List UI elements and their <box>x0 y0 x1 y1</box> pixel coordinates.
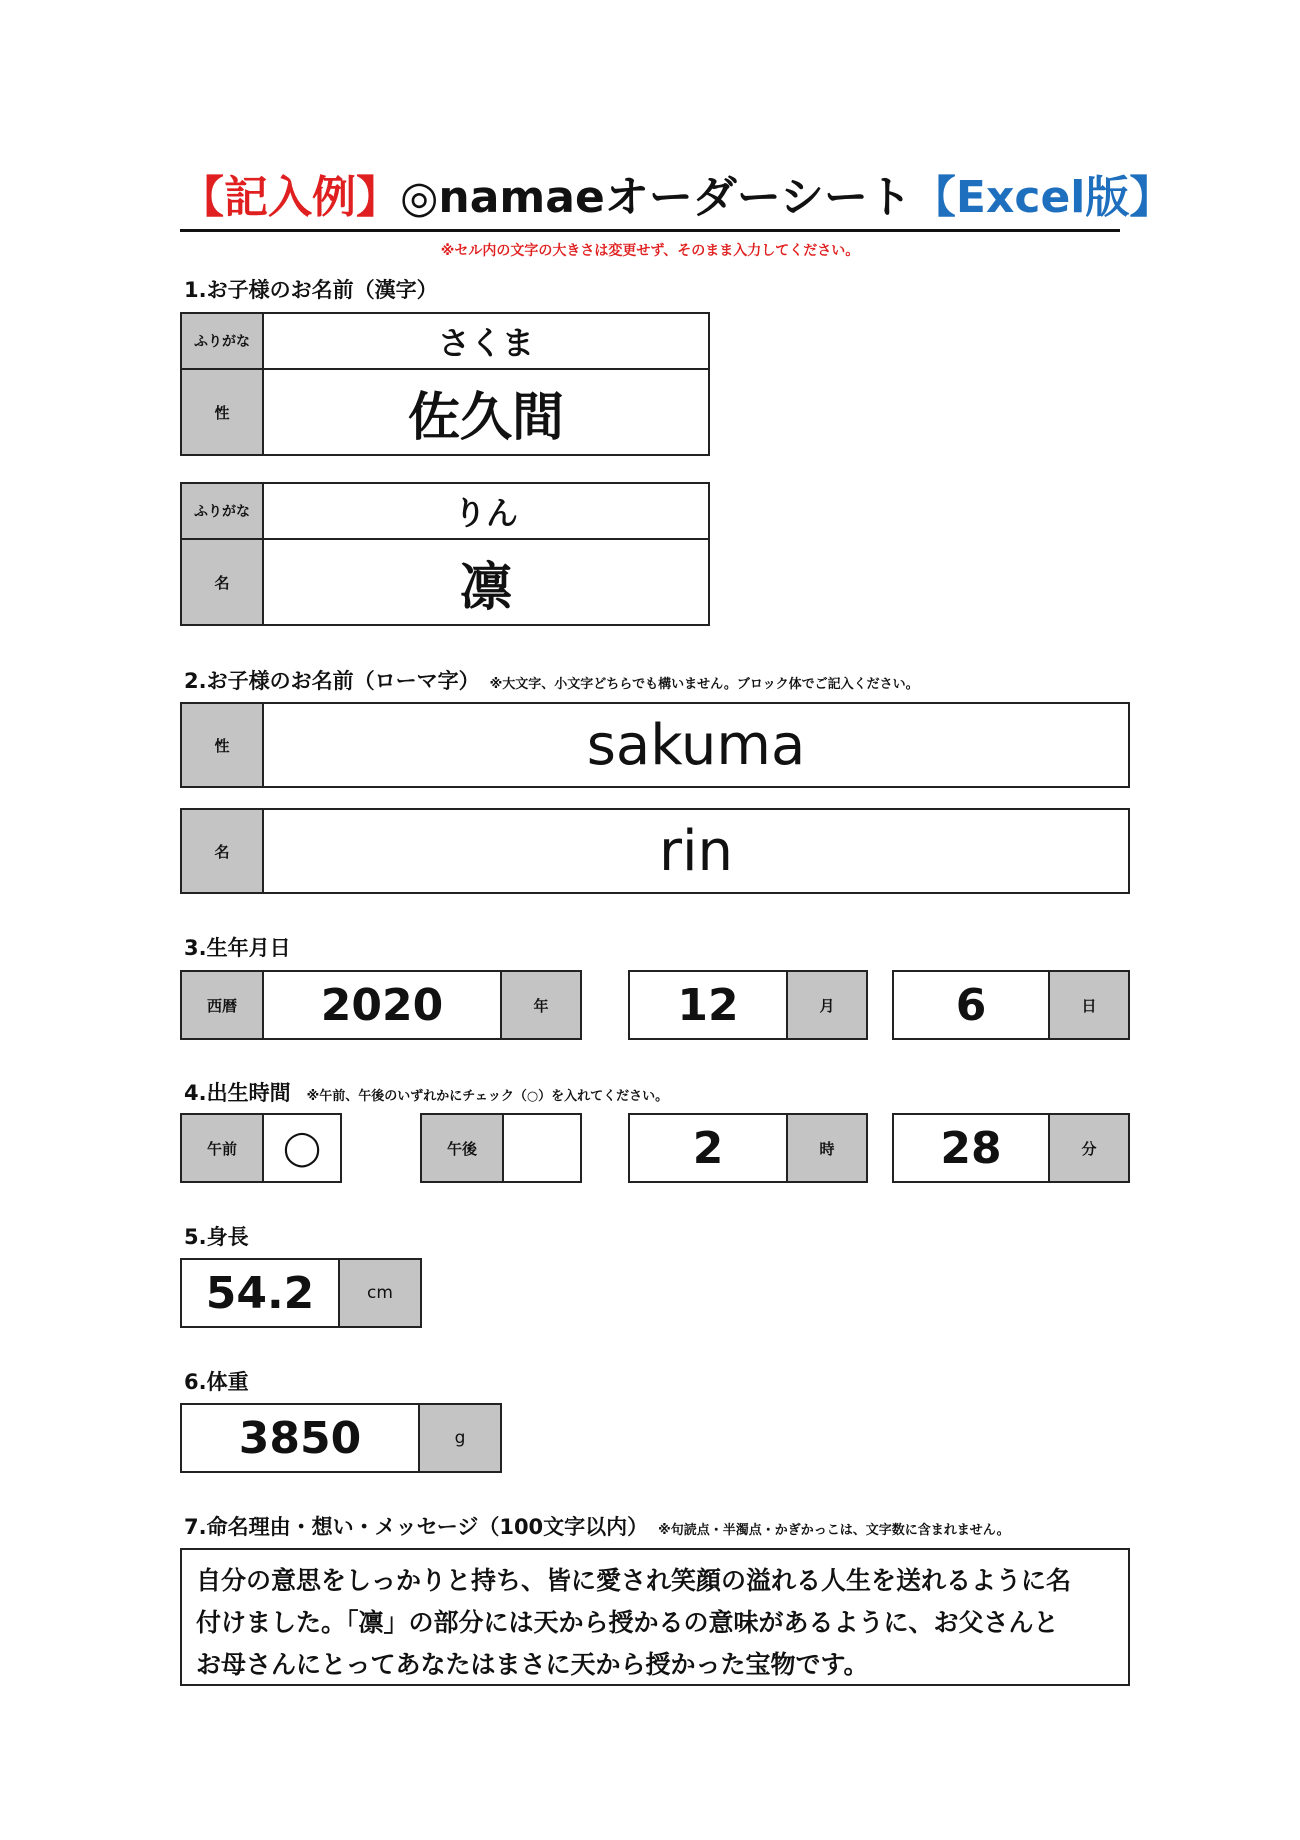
pm-label: 午後 <box>422 1115 502 1181</box>
hour-unit: 時 <box>786 1115 866 1181</box>
birth-month-field[interactable]: 12 <box>677 979 739 1031</box>
section4-title: 4.出生時間 <box>184 1081 291 1105</box>
furigana-label: ふりがな <box>182 484 262 538</box>
furigana-row <box>182 484 708 538</box>
section7-heading <box>184 1511 1010 1541</box>
section1-heading: 1.お子様のお名前（漢字） <box>184 278 438 302</box>
title-prefix: 【記入例】 <box>180 172 400 223</box>
height-box <box>180 1258 422 1328</box>
birth-hour-field[interactable]: 2 <box>692 1122 724 1174</box>
weight-unit: g <box>418 1405 500 1471</box>
birth-day-field[interactable]: 6 <box>955 979 987 1031</box>
birth-hour-box <box>628 1113 868 1183</box>
section2-title: 2.お子様のお名前（ローマ字） <box>184 669 480 693</box>
section4-heading <box>184 1077 668 1107</box>
birth-month-box <box>628 970 868 1040</box>
section7-title: 7.命名理由・想い・メッセージ（100文字以内） <box>184 1515 649 1539</box>
given-furigana-field[interactable]: りん <box>262 484 708 538</box>
section7-note: ※句読点・半濁点・かぎかっこは、文字数に含まれません。 <box>658 1523 1010 1538</box>
minute-unit: 分 <box>1048 1115 1128 1181</box>
height-field[interactable]: 54.2 <box>205 1267 315 1319</box>
section2-heading <box>184 665 919 695</box>
given-label: 名 <box>182 540 262 624</box>
message-line: 自分の意思をしっかりと持ち、皆に愛され笑顔の溢れる人生を送れるように名 <box>196 1566 1072 1595</box>
birth-day-box <box>892 970 1130 1040</box>
section6-heading: 6.体重 <box>184 1370 249 1394</box>
day-unit: 日 <box>1048 972 1128 1038</box>
surname-furigana-field[interactable]: さくま <box>262 314 708 368</box>
surname-label: 性 <box>182 370 262 454</box>
surname-label: 性 <box>182 704 262 786</box>
input-note: ※セル内の文字の大きさは変更せず、そのまま入力してください。 <box>440 243 860 259</box>
kanji-surname-box <box>180 312 710 456</box>
section4-note: ※午前、午後のいずれかにチェック（○）を入れてください。 <box>306 1089 669 1104</box>
month-unit: 月 <box>786 972 866 1038</box>
section3-heading: 3.生年月日 <box>184 936 291 960</box>
given-kanji-field[interactable]: 凛 <box>262 540 708 624</box>
title-suffix: 【Excel版】 <box>911 172 1174 223</box>
furigana-row <box>182 314 708 368</box>
page-title <box>180 168 1174 232</box>
section2-note: ※大文字、小文字どちらでも構いません。ブロック体でご記入ください。 <box>489 677 919 692</box>
kanji-row <box>182 368 708 454</box>
era-label: 西暦 <box>182 972 262 1038</box>
weight-field[interactable]: 3850 <box>238 1412 362 1464</box>
kanji-row <box>182 538 708 624</box>
weight-box <box>180 1403 502 1473</box>
given-romaji-field[interactable]: rin <box>262 810 1128 892</box>
furigana-label: ふりがな <box>182 314 262 368</box>
pm-box <box>420 1113 582 1183</box>
surname-romaji-field[interactable]: sakuma <box>262 704 1128 786</box>
message-line: 付けました。「凛」の部分には天から授かるの意味があるように、お父さんと <box>196 1608 1059 1637</box>
romaji-given-box <box>180 808 1130 894</box>
naming-message-field[interactable] <box>180 1548 1130 1686</box>
birth-year-box <box>180 970 582 1040</box>
year-unit: 年 <box>500 972 580 1038</box>
given-label: 名 <box>182 810 262 892</box>
romaji-surname-box <box>180 702 1130 788</box>
am-box <box>180 1113 342 1183</box>
birth-minute-field[interactable]: 28 <box>940 1122 1002 1174</box>
am-check-field[interactable]: ◯ <box>262 1115 340 1181</box>
title-main: ◎namaeオーダーシート <box>400 172 912 223</box>
message-line: お母さんにとってあなたはまさに天から授かった宝物です。 <box>196 1650 869 1679</box>
kanji-given-box <box>180 482 710 626</box>
surname-kanji-field[interactable]: 佐久間 <box>262 370 708 454</box>
birth-year-field[interactable]: 2020 <box>262 972 500 1038</box>
birth-minute-box <box>892 1113 1130 1183</box>
section5-heading: 5.身長 <box>184 1225 249 1249</box>
am-label: 午前 <box>182 1115 262 1181</box>
pm-check-field[interactable] <box>502 1115 580 1181</box>
height-unit: cm <box>338 1260 420 1326</box>
